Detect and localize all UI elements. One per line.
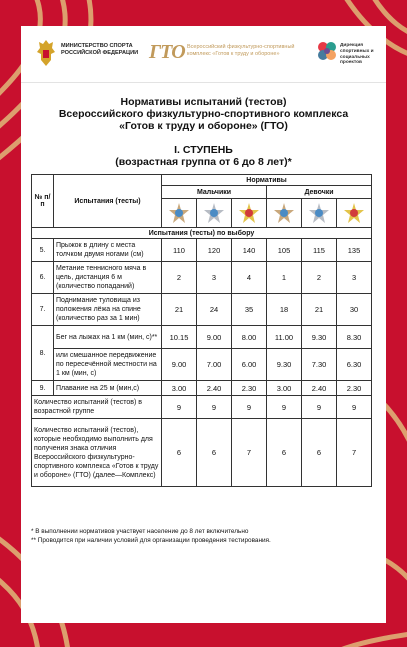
test-name: или смешанное передвижение по пересечённой местности на 1 км (мин, с) (54, 349, 162, 381)
norm-value: 21 (162, 294, 197, 326)
norm-value: 3 (337, 262, 372, 294)
norm-value: 2.40 (197, 381, 232, 396)
norm-value: 7 (337, 419, 372, 487)
test-name: Поднимание туловища из положения лёжа на спине (количество раз за 1 мин) (54, 294, 162, 326)
norm-value: 105 (267, 239, 302, 262)
norm-value: 11.00 (267, 326, 302, 349)
table-row (32, 294, 372, 326)
bronze-badge-icon (273, 202, 295, 224)
boys-header: Мальчики (162, 186, 267, 199)
norm-value: 135 (337, 239, 372, 262)
norm-value: 6 (162, 419, 197, 487)
norm-value: 35 (232, 294, 267, 326)
test-name: Плавание на 25 м (мин,с) (54, 381, 162, 396)
norm-value: 9 (232, 396, 267, 419)
direction-emblem-icon (316, 40, 338, 62)
norms-table (31, 174, 372, 487)
norm-value: 110 (162, 239, 197, 262)
footnote-2: ** Проводится при наличии условий для организации проведения тестирования. (31, 536, 271, 544)
norm-value: 9 (267, 396, 302, 419)
norm-value: 9 (302, 396, 337, 419)
direction-name: Дирекция спортивных и социальных проектов (340, 43, 374, 66)
tests-required-label: Количество испытаний (тестов), которые необходимо выполнить для получения знака отличия Всероссийского физкультурно-спортивного комплекса «Готов к труду и обороне» (ГТО) (далее—Комплекс) (32, 419, 162, 487)
norm-value: 18 (267, 294, 302, 326)
section-optional-tests: Испытания (тесты) по выбору (32, 228, 372, 239)
bronze-badge-icon (168, 202, 190, 224)
norm-value: 3 (197, 262, 232, 294)
norm-value: 9.30 (302, 326, 337, 349)
col-tests-header: Испытания (тесты) (54, 175, 162, 228)
row-number: 5. (32, 239, 54, 262)
norm-value: 6 (302, 419, 337, 487)
norm-value: 9 (162, 396, 197, 419)
ministry-name: МИНИСТЕРСТВО СПОРТА РОССИЙСКОЙ ФЕДЕРАЦИИ (61, 43, 139, 56)
direction-logo (316, 38, 384, 70)
norm-value: 9 (337, 396, 372, 419)
row-number: 7. (32, 294, 54, 326)
norm-value: 9 (197, 396, 232, 419)
table-row (32, 396, 372, 419)
gold-badge-icon (343, 202, 365, 224)
gto-name: Всероссийский физкультурно-спортивный комплекс «Готов к труду и обороне» (187, 44, 295, 57)
norm-value: 30 (337, 294, 372, 326)
norm-value: 140 (232, 239, 267, 262)
page-title (21, 96, 386, 132)
norm-value: 21 (302, 294, 337, 326)
row-number: 8. (32, 326, 54, 381)
girls-header: Девочки (267, 186, 372, 199)
row-number: 9. (32, 381, 54, 396)
norm-value: 6 (267, 419, 302, 487)
norm-value: 6 (197, 419, 232, 487)
header-divider (21, 82, 386, 83)
row-number: 6. (32, 262, 54, 294)
header (21, 26, 386, 82)
norm-value: 120 (197, 239, 232, 262)
norm-value: 7.00 (197, 349, 232, 381)
norm-value: 9.30 (267, 349, 302, 381)
test-name: Прыжок в длину с места толчком двумя ногами (см) (54, 239, 162, 262)
norms-card (21, 26, 386, 623)
gto-logo (149, 38, 299, 70)
table-row (32, 262, 372, 294)
norm-value: 24 (197, 294, 232, 326)
norm-value: 2.30 (232, 381, 267, 396)
norm-value: 1 (267, 262, 302, 294)
table-row (32, 239, 372, 262)
norm-value: 8.30 (337, 326, 372, 349)
stage-title: I. СТУПЕНЬ (174, 144, 233, 156)
ministry-logo (35, 38, 139, 70)
test-name: Метание теннисного мяча в цель, дистанция 6 м (количество попаданий) (54, 262, 162, 294)
norm-value: 4 (232, 262, 267, 294)
table-row (32, 326, 372, 349)
tests-count-label: Количество испытаний (тестов) в возрастной группе (32, 396, 162, 419)
norm-value: 3.00 (267, 381, 302, 396)
norm-value: 9.00 (162, 349, 197, 381)
gold-badge-icon (238, 202, 260, 224)
footnotes (31, 528, 376, 545)
stage-heading (21, 144, 386, 168)
table-row (32, 381, 372, 396)
norm-value: 2.40 (302, 381, 337, 396)
norm-value: 10.15 (162, 326, 197, 349)
norm-value: 7 (232, 419, 267, 487)
coat-of-arms-icon (35, 38, 57, 68)
norm-value: 3.00 (162, 381, 197, 396)
norm-value: 6.00 (232, 349, 267, 381)
stage-age-group: (возрастная группа от 6 до 8 лет)* (115, 156, 292, 168)
col-number-header: № п/п (32, 175, 54, 228)
title-line-1: Нормативы испытаний (тестов) (120, 96, 287, 108)
gto-mark: ГТО (149, 41, 185, 63)
table-row (32, 419, 372, 487)
norm-value: 6.30 (337, 349, 372, 381)
test-name: Бег на лыжах на 1 км (мин, с)** (54, 326, 162, 349)
silver-badge-icon (308, 202, 330, 224)
norm-value: 2.30 (337, 381, 372, 396)
table-row (32, 349, 372, 381)
title-line-2: Всероссийского физкультурно-спортивного комплекса (58, 108, 349, 120)
norm-value: 115 (302, 239, 337, 262)
col-norms-header: Нормативы (162, 175, 372, 186)
norm-value: 2 (162, 262, 197, 294)
norm-value: 8.00 (232, 326, 267, 349)
norm-value: 7.30 (302, 349, 337, 381)
norm-value: 2 (302, 262, 337, 294)
title-line-3: «Готов к труду и обороне» (ГТО) (119, 120, 288, 132)
footnote-1: * В выполнении нормативов участвует население до 8 лет включительно (31, 528, 249, 535)
silver-badge-icon (203, 202, 225, 224)
norm-value: 9.00 (197, 326, 232, 349)
